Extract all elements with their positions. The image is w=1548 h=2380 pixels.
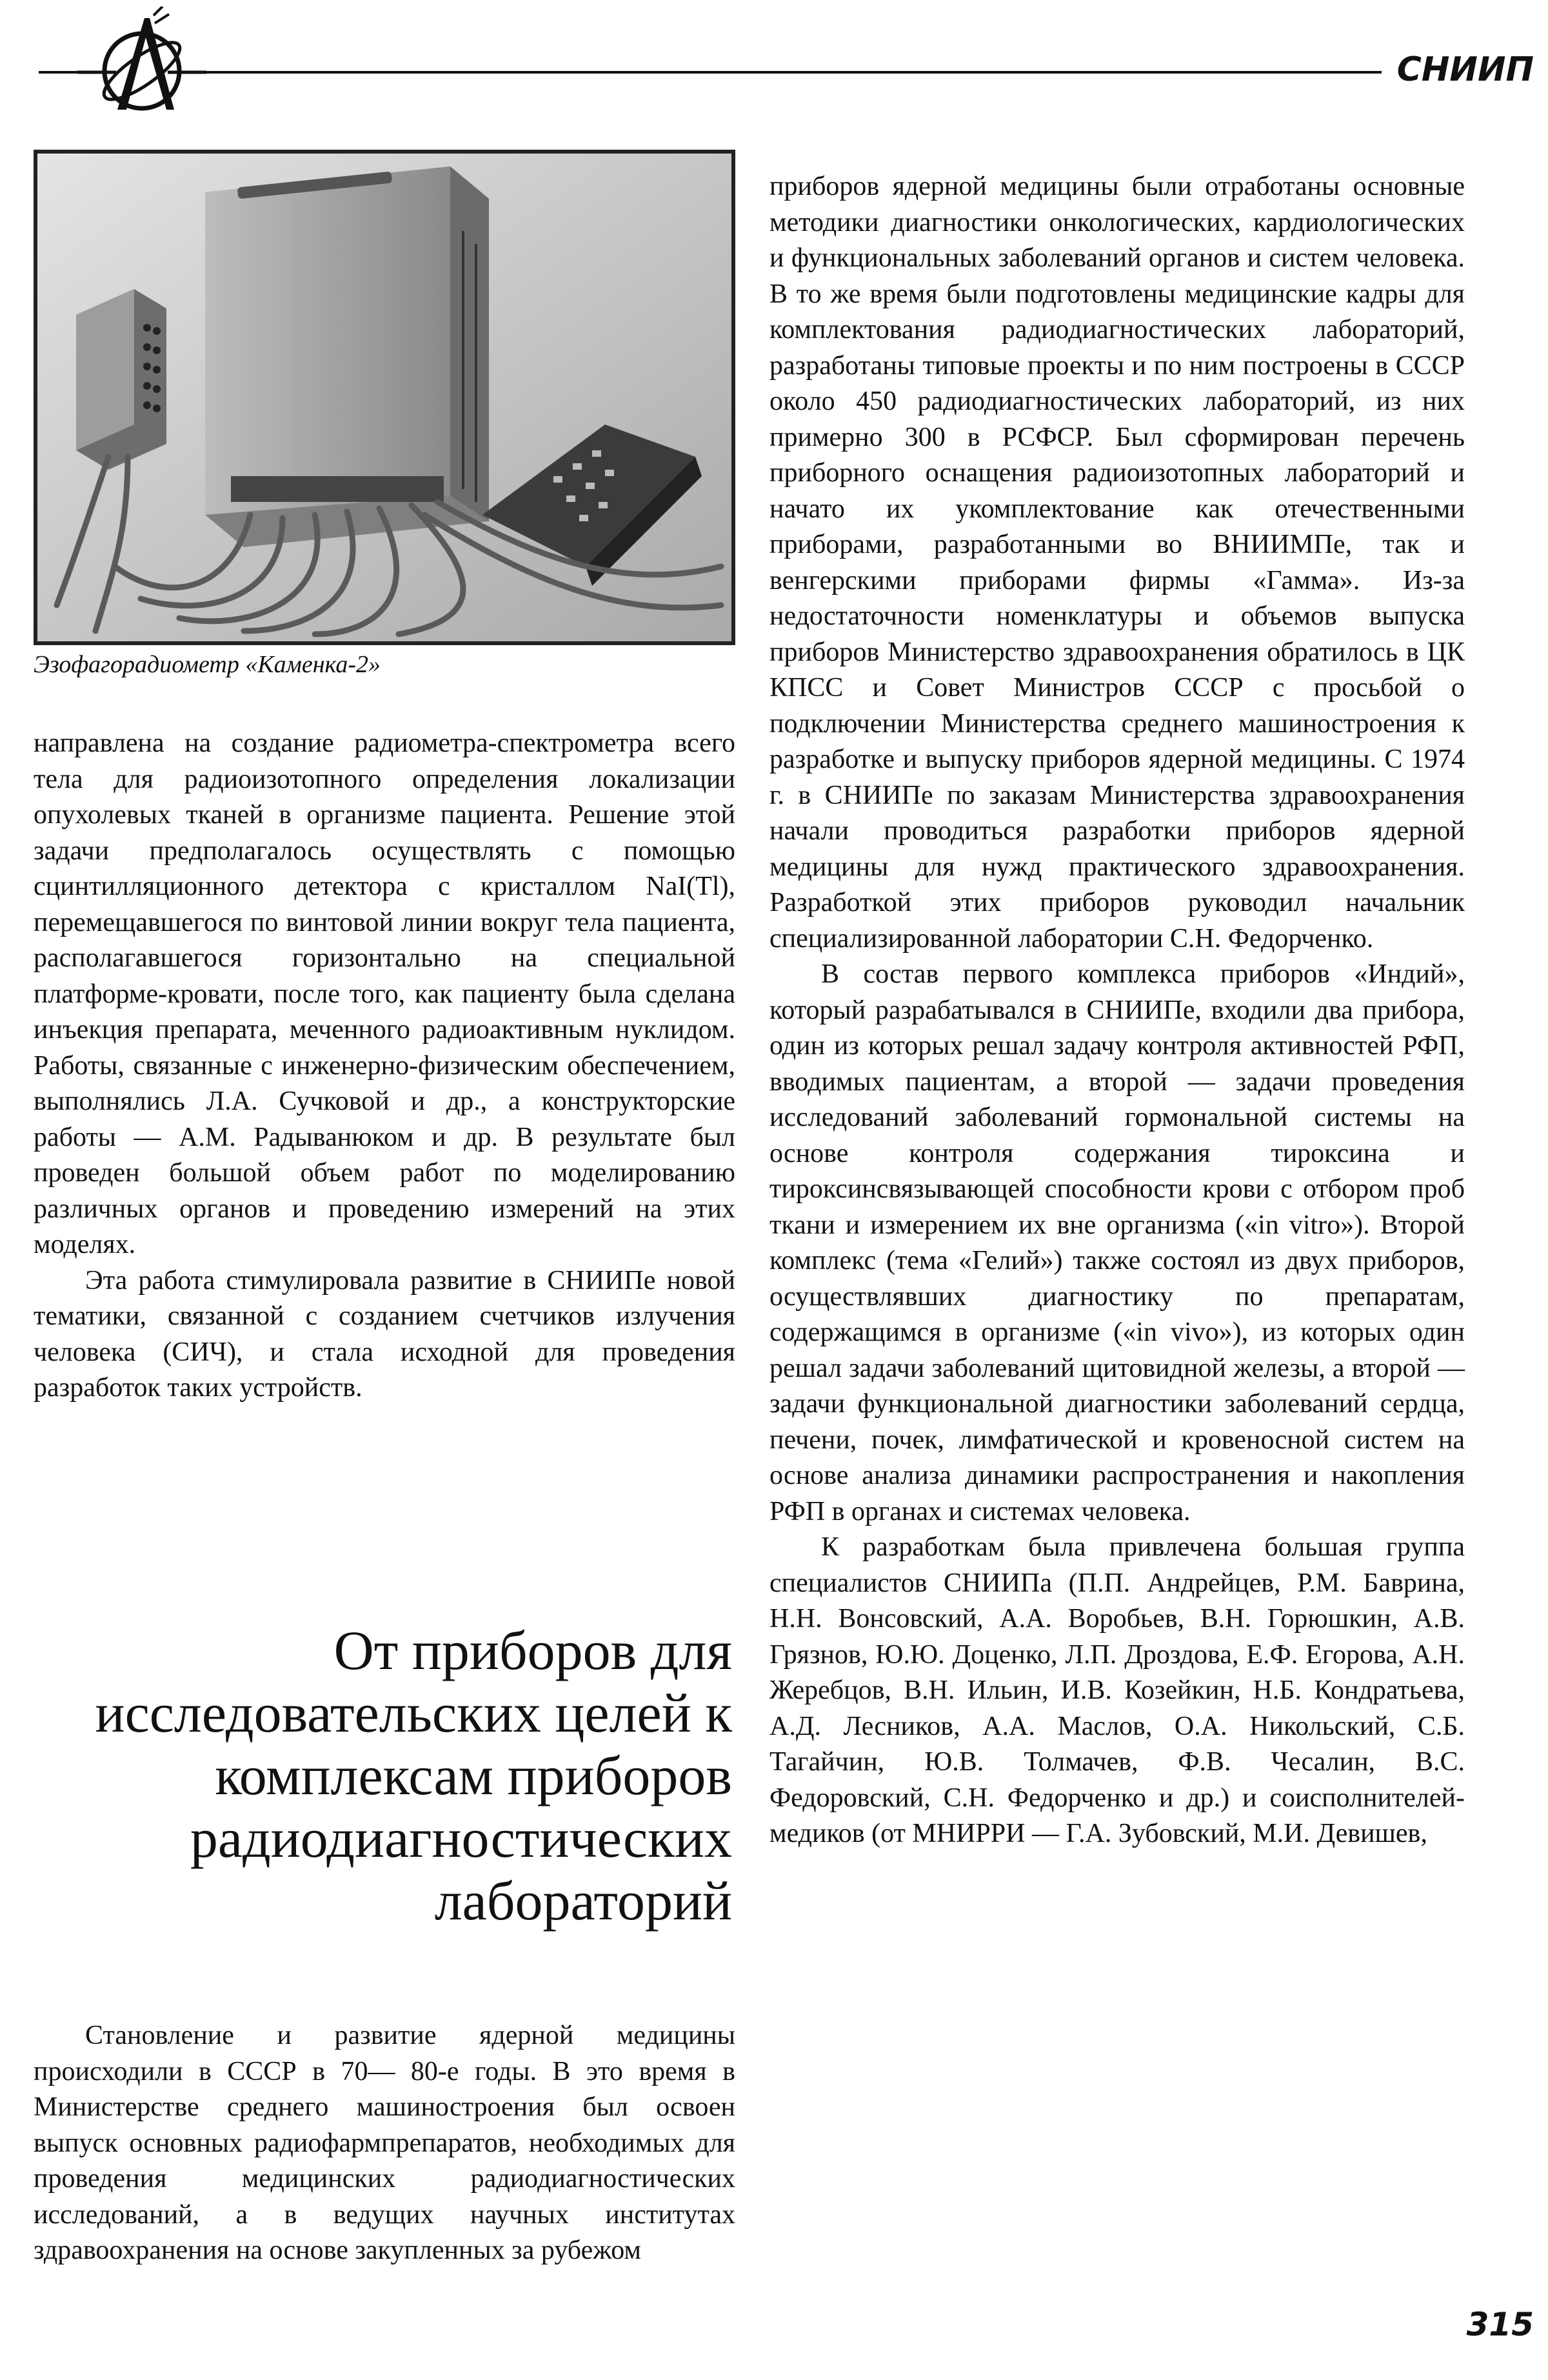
header-rule [39, 71, 1387, 74]
right-paragraph-2: В состав первого комплекса приборов «Индий», который разрабатывался в СНИИПе, входили два прибора, один из которых решал задачу контроля активностей РФП, вводимых пациентам, а второй — задачи проведения исследований заболеваний гормональной системы на основе контроля содержания тироксина и тироксинсвязывающей способности крови с отбором проб ткани и измерением их вне организма («in vitro»). Второй комплекс (тема «Гелий») также состоял из двух приборов, осуществлявших диагностику по препаратам, содержащимся в организме («in vivo»), из которых один решал задачи заболеваний щитовидной железы, а второй — задачи функциональной диагностики заболеваний сердца, печени, почек, лимфатической и кровеносной систем на основе анализа динамики распространения и накопления РФП в органах и системах человека. [769, 959, 1465, 1526]
section-paragraph: Становление и развитие ядерной медицины происходили в СССР в 70— 80-е годы. В это время в Министерстве среднего машиностроения был освоен выпуск основных радиофармпрепаратов, необходимых для проведения медицинских радиодиагностических исследований, а в ведущих научных институтах здравоохранения на основе закупленных за рубежом [34, 2021, 735, 2265]
left-column-section [34, 2018, 735, 2269]
right-paragraph-1: приборов ядерной медицины были отработаны основные методики диагностики онкологических, кардиологических и функциональных заболеваний органов и систем человека. В то же время были подготовлены медицинские кадры для комплектования радиодиагностических лабораторий, разработаны типовые проекты и по ним построены в СССР около 450 радиодиагностических лабораторий, из них примерно 300 в РСФСР. Был сформирован перечень приборного оснащения радиоизотопных лабораторий и начато их укомплектование как отечественными приборами, разработанными во ВНИИМПе, так и венгерскими приборами фирмы «Гамма». Из-за недостаточности номенклатуры и объемов выпуска приборов Министерство здравоохранения обратилось в ЦК КПСС и Совет Министров СССР с просьбой о подключении Министерства среднего машиностроения к разработке и выпуску приборов ядерной медицины. С 1974 г. в СНИИПе по заказам Министерства здравоохранения начали проводиться разработки приборов ядерной медицины для нужд практического здравоохранения. Разработкой этих приборов руководил начальник специализированной лаборатории С.Н. Федорченко. [769, 172, 1465, 954]
running-head: СНИИП [1382, 50, 1534, 89]
figure-caption: Эзофагорадиометр «Каменка-2» [34, 651, 381, 678]
right-paragraph-3: К разработкам была привлечена большая группа специалистов СНИИПа (П.П. Андрейцев, Р.М. Баврина, Н.Н. Вонсовский, А.А. Воробьев, В.Н. Горюшкин, А.В. Грязнов, Ю.Ю. Доценко, Л.П. Дроздова, Е.Ф. Егорова, А.Н. Жеребцов, В.Н. Ильин, И.В. Козейкин, Н.Б. Кондратьева, А.Д. Лесников, А.А. Маслов, О.А. Никольский, С.Б. Тагайчин, Ю.В. Толмачев, Ф.В. Чесалин, В.С. Федоровский, С.Н. Федорченко и др.) и соисполнителей-медиков (от МНИРРИ — Г.А. Зубовский, М.И. Девишев, [769, 1532, 1465, 1848]
figure-photo [34, 150, 735, 645]
right-column [769, 169, 1465, 1852]
left-paragraph-2: Эта работа стимулировала развитие в СНИИПе новой тематики, связанной с созданием счетчиков излучения человека (СИЧ), и стала исходной для проведения разработок таких устройств. [34, 1265, 735, 1403]
photo-illustration [37, 154, 731, 641]
page-number: 315 [1466, 2306, 1534, 2343]
section-heading: От приборов для исследовательских целей к комплексам приборов радиодиагностических лабораторий [95, 1619, 732, 1932]
left-paragraph-1: направлена на создание радиометра-спектрометра всего тела для радиоизотопного определения локализации опухолевых тканей в организме пациента. Решение этой задачи предполагалось осуществлять с помощью сцинтилляционного детектора с кристаллом NaI(Tl), перемещавшегося по винтовой линии вокруг тела пациента, располагавшегося горизонтально на специальной платформе-кровати, после того, как пациенту была сделана инъекция препарата, меченного радиоактивным нуклидом. Работы, связанные с инженерно-физическим обеспечением, выполнялись Л.А. Сучковой и др., а конструкторские работы — А.М. Радыванюком и др. В результате был проведен большой объем работ по моделированию различных органов и проведению измерений на этих моделях. [34, 728, 735, 1259]
left-column [34, 726, 735, 1406]
logo-emblem [77, 6, 206, 129]
publisher-logo [77, 6, 206, 129]
